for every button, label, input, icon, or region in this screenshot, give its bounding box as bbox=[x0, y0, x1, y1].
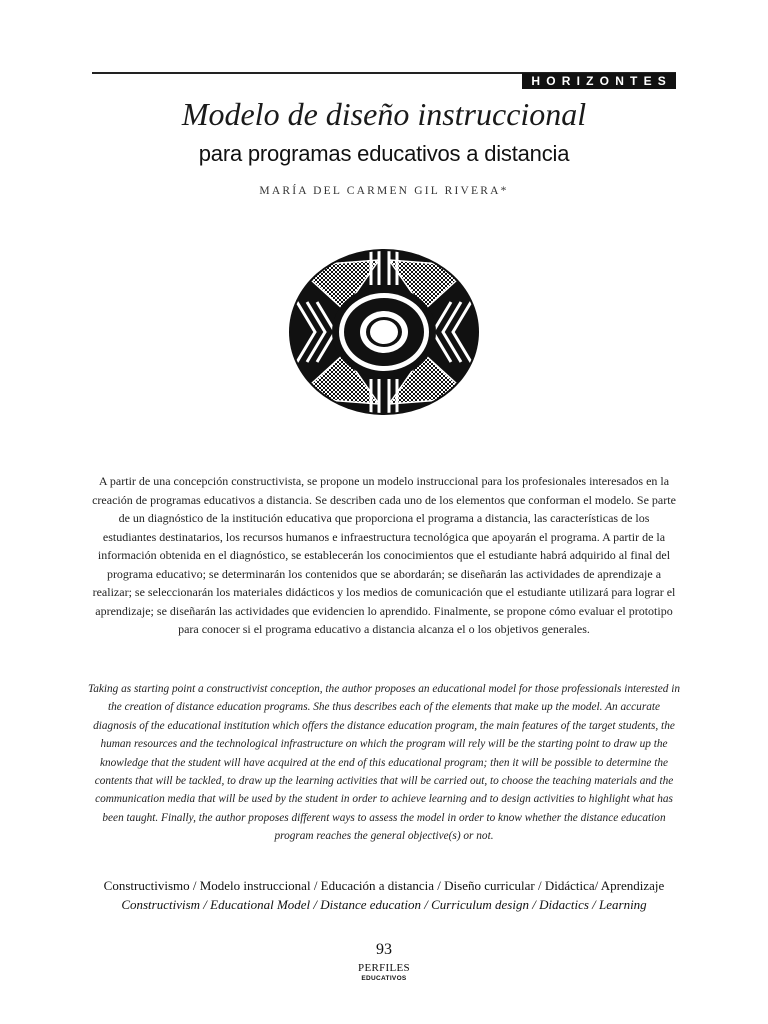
journal-name-sub: EDUCATIVOS bbox=[361, 975, 407, 982]
author-name: MARÍA DEL CARMEN GIL RIVERA* bbox=[259, 185, 509, 197]
abstract-spanish: A partir de una concepción constructivista, se propone un modelo instruccional para los profesionales interesados en la creación de programas educativos a distancia. Se describen cada uno de los elementos que conforman el modelo. Se parte de un diagnóstico de la institución educativa que proporciona el programa a distancia, las características de los estudiantes destinatarios, los recursos humanos e infraestructura tecnológica que apoyarán el programa. A partir de la información obtenida en el diagnóstico, se establecerán los conocimientos que el estudiante habrá adquirido al final del programa educativo; se determinarán los contenidos que se abordarán; se diseñarán las actividades de aprendizaje a realizar; se seleccionarán los materiales didácticos y los medios de comunicación que el estudiante utilizará para lograr el aprendizaje; se diseñarán las actividades que evidencien lo aprendido. Finalmente, se propone cómo evaluar el prototipo para conocer si el programa educativo a distancia alcanza el o los objetivos generales. bbox=[92, 474, 676, 636]
journal-name: PERFILES bbox=[358, 962, 410, 974]
keywords-english: Constructivism / Educational Model / Distance education / Curriculum design / Didactics / Learning bbox=[121, 897, 647, 912]
pre-hispanic-stamp-icon bbox=[287, 247, 481, 417]
keywords-spanish: Constructivismo / Modelo instruccional / Educación a distancia / Diseño curricular / Didáctica/ Aprendizaje bbox=[103, 878, 665, 893]
page-number: 93 bbox=[376, 941, 392, 958]
article-title: Modelo de diseño instruccional bbox=[181, 96, 587, 132]
article-subtitle: para programas educativos a distancia bbox=[198, 141, 570, 166]
abstract-english: Taking as starting point a constructivist conception, the author proposes an educational model for those professionals interested in the creation of distance education programs. She thus describes each of the elements that make up the model. An accurate diagnosis of the educational institution which offers the distance education program, the main features of the target students, the human resources and the technological infrastructure on which the program will rely will be the starting point to draw up the knowledge that the student will have acquired at the end of this educational program; then it will be possible to determine the contents that will be tackled, to draw up the learning activities that will be carried out, to choose the teaching materials and the communication media that will be used by the student in order to achieve learning and to design activities to highlight what has been taught. Finally, the author proposes different ways to assess the model in order to know whether the distance education program reaches the general objective(s) or not. bbox=[87, 683, 680, 843]
section-tag: HORIZONTES bbox=[522, 73, 676, 89]
